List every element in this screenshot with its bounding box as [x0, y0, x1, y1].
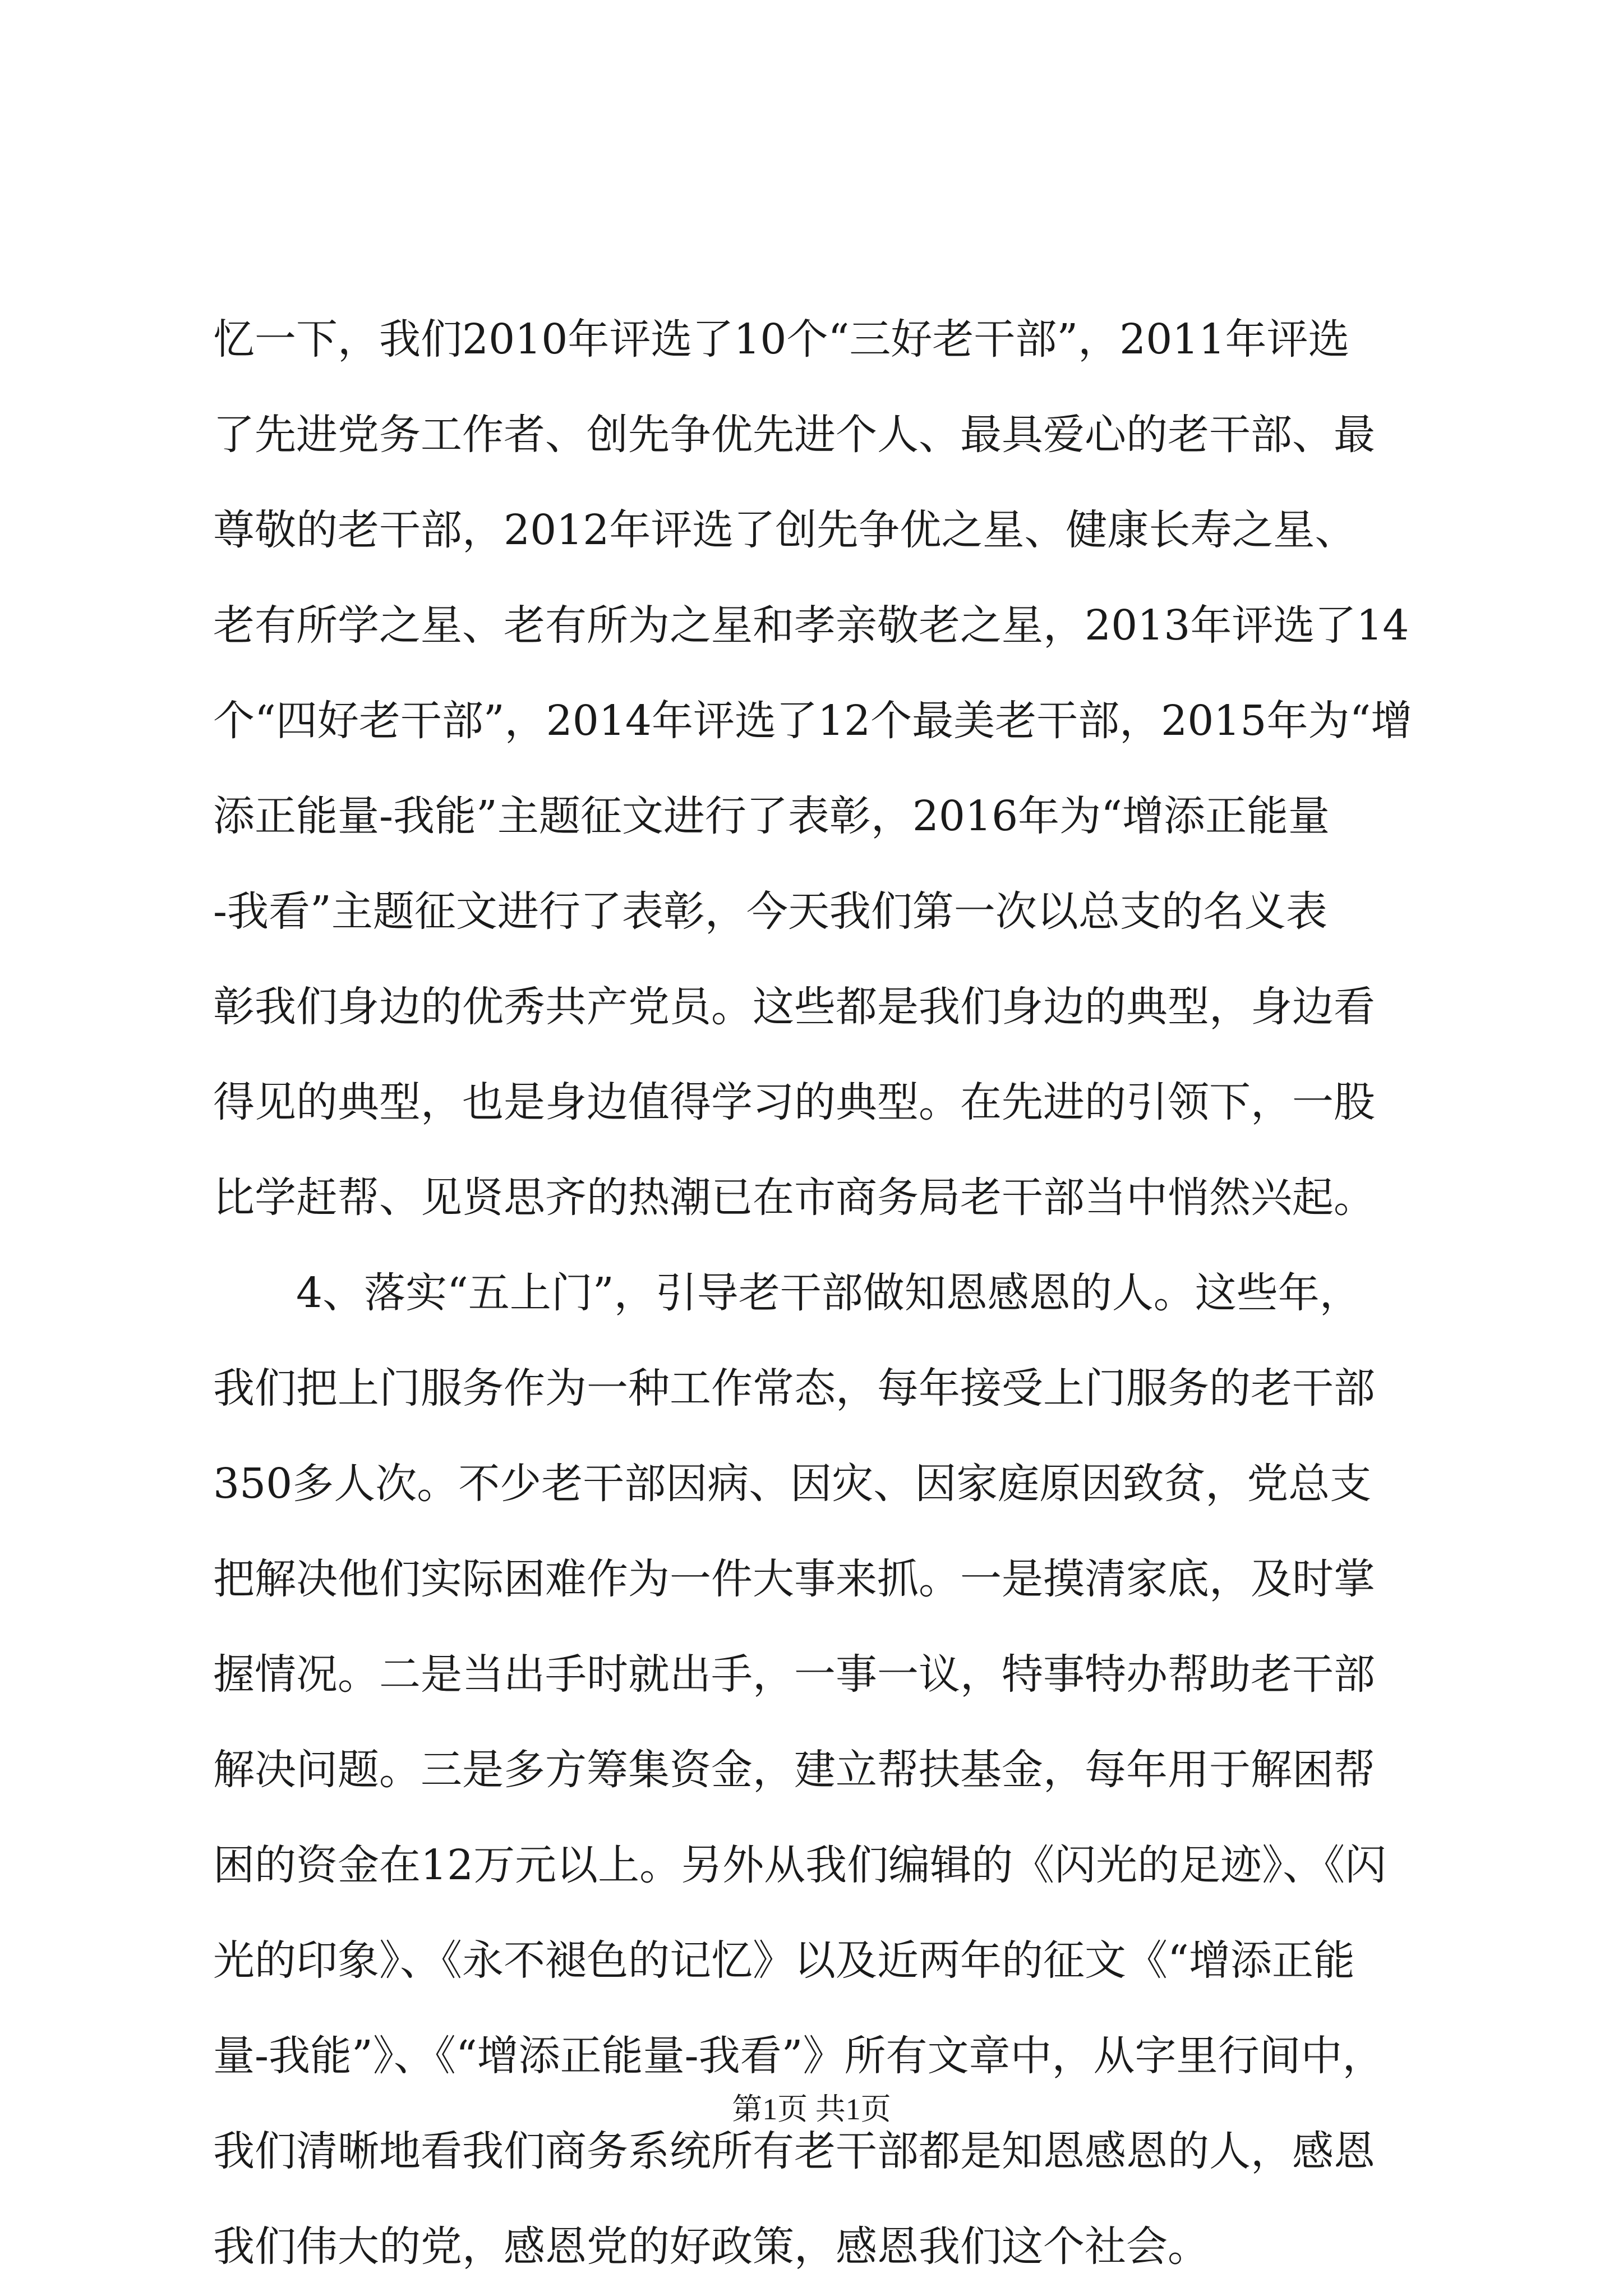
text-line: 得见的典型，也是身边值得学习的典型。在先进的引领下，一股 [213, 1078, 1375, 1126]
text-line: 老有所学之星、老有所为之星和孝亲敬老之星，2013年评选了14 [213, 601, 1409, 650]
text-line: 忆一下，我们2010年评选了10个“三好老干部”，2011年评选 [213, 315, 1350, 364]
text-line: 350多人次。不少老干部因病、因灾、因家庭原因致贫，党总支 [213, 1460, 1372, 1508]
text-line: 把解决他们实际困难作为一件大事来抓。一是摸清家底，及时掌 [213, 1555, 1375, 1603]
text-line: 添正能量-我能”主题征文进行了表彰，2016年为“增添正能量 [213, 792, 1330, 840]
page-number-footer: 第1页 共1页 [732, 2092, 891, 2126]
paragraph-start-line: 4、落实“五上门”，引导老干部做知恩感恩的人。这些年， [296, 1269, 1361, 1317]
text-line: 我们把上门服务作为一种工作常态，每年接受上门服务的老干部 [213, 1364, 1375, 1412]
text-line: -我看”主题征文进行了表彰，今天我们第一次以总支的名义表 [213, 887, 1327, 936]
text-line: 我们伟大的党，感恩党的好政策，感恩我们这个社会。 [213, 2223, 1209, 2271]
text-line: 握情况。二是当出手时就出手，一事一议，特事特办帮助老干部 [213, 1650, 1375, 1699]
text-line: 我们清晰地看我们商务系统所有老干部都是知恩感恩的人，感恩 [213, 2127, 1375, 2175]
text-line: 比学赶帮、见贤思齐的热潮已在市商务局老干部当中悄然兴起。 [213, 1174, 1375, 1222]
text-line: 困的资金在12万元以上。另外从我们编辑的《闪光的足迹》、《闪 [213, 1841, 1387, 1889]
text-line: 量-我能”》、《“增添正能量-我看”》所有文章中，从字里行间中， [213, 2032, 1384, 2080]
text-line: 尊敬的老干部，2012年评选了创先争优之星、健康长寿之星、 [213, 506, 1357, 554]
text-line: 解决问题。三是多方筹集资金，建立帮扶基金，每年用于解困帮 [213, 1746, 1375, 1794]
text-line: 彰我们身边的优秀共产党员。这些都是我们身边的典型，身边看 [213, 983, 1375, 1031]
text-line: 了先进党务工作者、创先争优先进个人、最具爱心的老干部、最 [213, 411, 1375, 459]
text-line: 个“四好老干部”，2014年评选了12个最美老干部，2015年为“增 [213, 697, 1413, 745]
text-line: 光的印象》、《永不褪色的记忆》以及近两年的征文《“增添正能 [213, 1936, 1355, 1985]
